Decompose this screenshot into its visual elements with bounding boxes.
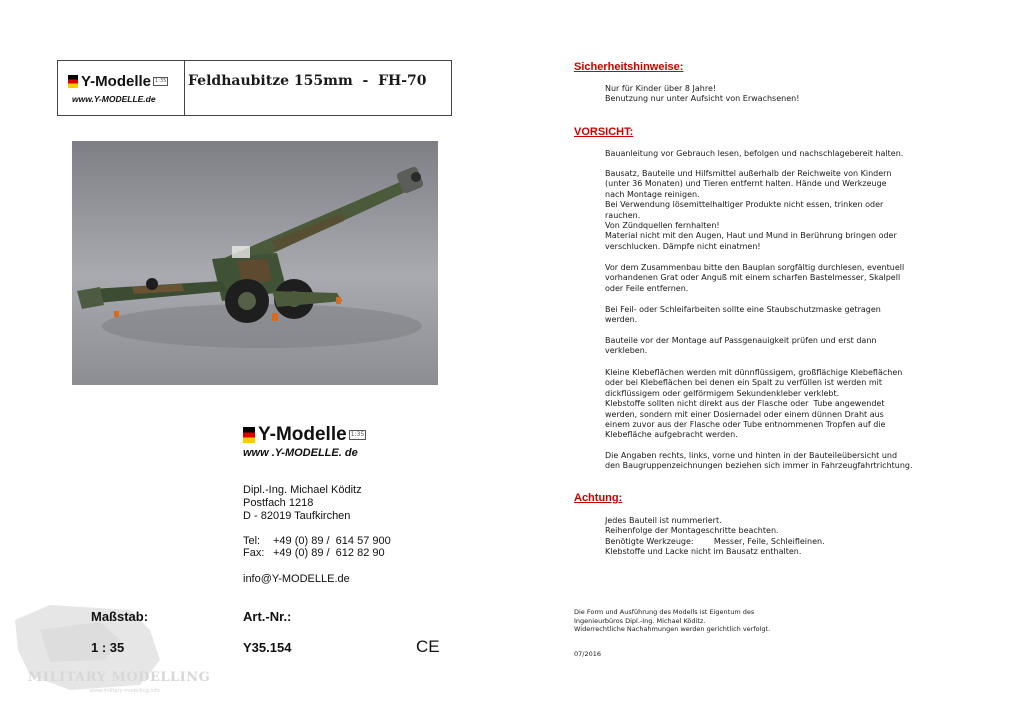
company-street: Postfach 1218 [243,497,314,509]
safety-heading: Sicherheitshinweise: [574,61,684,73]
caution-paragraph-3: Vor dem Zusammenbau bitte den Bauplan sorgfältig durchlesen, eventuell vorhandenen Grat oder Anguß mit einem scharfen Bastelmesser, Skalpell oder Feile entfernen. [605,263,905,293]
scale-value: 1 : 35 [91,640,125,655]
fax-number: +49 (0) 89 / 612 82 90 [273,547,385,559]
scale-badge: 1:35 [155,78,167,84]
company-url: www .Y-MODELLE. de [243,447,358,459]
watermark-url: www.military-modelling.info [90,688,160,694]
document-date: 07/2016 [574,650,602,658]
watermark-text: MILITARY MODELLING [28,670,211,685]
logo-text: Y-Modelle [81,73,152,90]
page-title: Feldhaubitze 155mm - FH-70 [188,73,427,89]
caution-heading: VORSICHT: [574,126,634,138]
company-logo [243,424,366,446]
article-number-label: Art.-Nr.: [243,609,292,624]
caution-paragraph-2: Bausatz, Bauteile und Hilfsmittel außerhalb der Reichweite von Kindern (unter 36 Monaten) und Tieren entfernt halten. Hände und Werkzeuge nach Montage reinigen. Bei Verwendung lösemittelhaltiger Produkte nicht essen, trinken oder rauchen. Von Zündquellen fernhalten! Material nicht mit den Augen, Haut und Mund in Berührung bringen oder verschlucken. Dämpfe nicht einatmen! [605,169,897,251]
caution-paragraph-1: Bauanleitung vor Gebrauch lesen, befolgen und nachschlagebereit halten. [605,149,904,158]
caution-paragraph-5: Bauteile vor der Montage auf Passgenauigkeit prüfen und erst dann verkleben. [605,336,877,356]
attention-heading: Achtung: [574,492,623,504]
company-scale-badge: 1:35 [350,431,365,438]
fax-label: Fax: [243,547,265,559]
scale-label: Maßstab: [91,609,149,624]
caution-paragraph-6: Kleine Klebeflächen werden mit dünnflüssigem, großflächige Klebeflächen oder bei Klebeflächen bei denen ein Spalt zu verfüllen ist werden mit dickflüssigem oder gelförmigem Sekundenkleber verklebt. Klebstoffe sollten nicht direkt aus der Flasche oder Tube angewendet werden, sondern mit einer Dosiernadel oder einem dünnen Draht aus einem zuvor aus der Flasche oder Tube entnommenen Tropfen auf die Klebefläche aufgebracht werden. [605,368,903,440]
german-flag-icon [243,427,255,443]
safety-text: Nur für Kinder über 8 Jahre! Benutzung nur unter Aufsicht von Erwachsenen! [605,84,800,104]
copyright-notice: Die Form und Ausführung des Modells ist Eigentum des Ingenieurbüros Dipl.-Ing. Michael Köditz. Widerrechtliche Nachahmungen werden gerichtlich verfolgt. [574,608,771,633]
header-logo [58,61,185,115]
howitzer-model-image [72,141,438,385]
tel-number: +49 (0) 89 / 614 57 900 [273,535,391,547]
email[interactable]: info@Y-MODELLE.de [243,573,350,585]
ce-mark-icon: CE [416,637,440,656]
attention-text: Jedes Bauteil ist nummeriert. Reihenfolge der Montageschritte beachten. Benötigte Werkzeuge: Messer, Feile, Schleifleinen. Klebstoffe und Lacke nicht im Bausatz enthalten. [605,516,825,557]
company-name: Dipl.-Ing. Michael Köditz [243,484,362,496]
model-photo [72,141,438,385]
tel-label: Tel: [243,535,261,547]
caution-paragraph-4: Bei Feil- oder Schleifarbeiten sollte eine Staubschutzmaske getragen werden. [605,305,881,325]
logo-url: www.Y-MODELLE.de [72,94,156,104]
caution-paragraph-7: Die Angaben rechts, links, vorne und hinten in der Bauteileübersicht und den Baugruppenzeichnungen beziehen sich immer in Fahrzeugfahrtrichtung. [605,451,913,471]
company-city: D - 82019 Taufkirchen [243,510,351,522]
header-box [57,60,452,116]
article-number-value: Y35.154 [243,640,292,655]
company-logo-text: Y-Modelle [258,424,347,445]
german-flag-icon [68,75,78,88]
